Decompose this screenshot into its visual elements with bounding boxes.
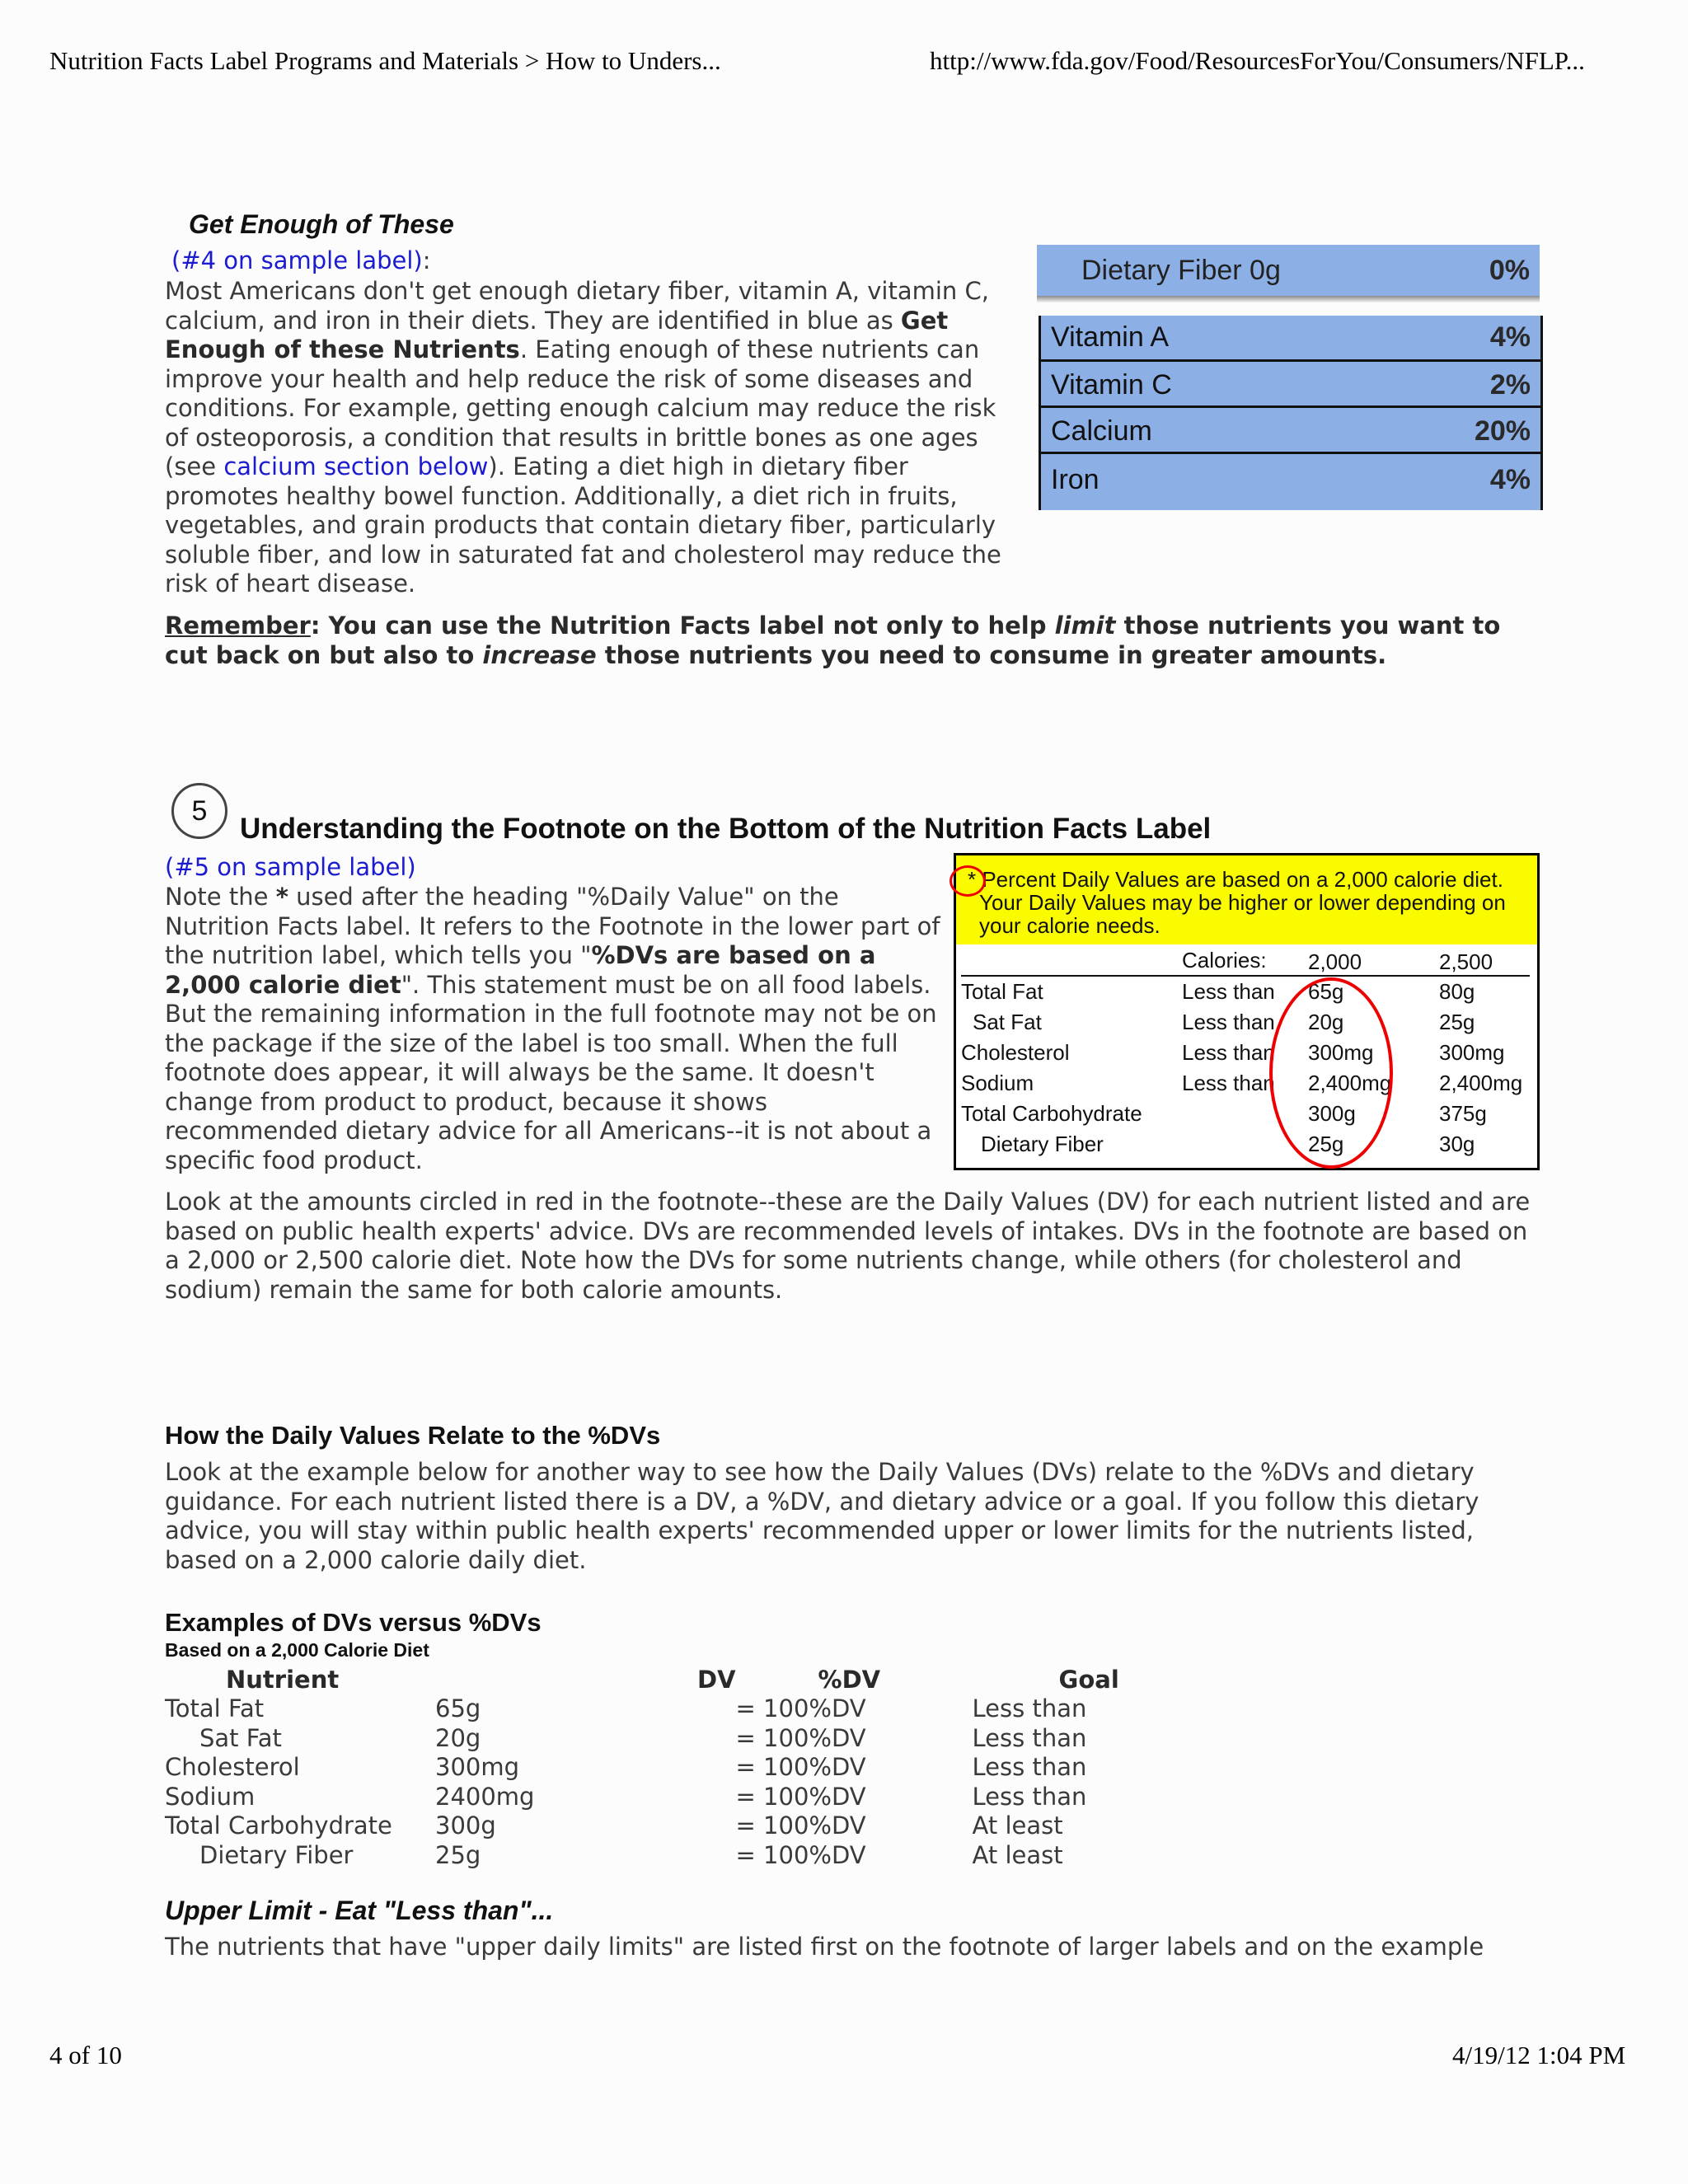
dv-cell-dv: 65g (435, 1694, 481, 1723)
dv-cell-dv: 300mg (435, 1753, 520, 1782)
dv-cell-goal: At least (972, 1811, 1063, 1840)
footnote-nutrient-name: Dietary Fiber (981, 1132, 1104, 1156)
col-goal: Goal (1058, 1665, 1119, 1694)
footnote-condition: Less than (1182, 979, 1275, 1004)
dv-table-row (165, 1811, 1119, 1841)
dv-examples-table (165, 1665, 1119, 1870)
col-pct-dv: %DV (818, 1665, 881, 1694)
upper-limit-paragraph: The nutrients that have "upper daily limits" are listed first on the footnote of larger labels and on the example (165, 1933, 1484, 1961)
footnote-nutrient-name: Cholesterol (961, 1040, 1070, 1065)
footnote-dv-2500: 300mg (1439, 1040, 1505, 1065)
dv-cell-pct: = 100%DV (735, 1694, 866, 1723)
footnote-image (954, 853, 1540, 1170)
footnote-nutrient-name: Total Fat (961, 979, 1043, 1004)
examples-heading: Examples of DVs versus %DVs (165, 1608, 542, 1637)
dv-cell-dv: 20g (435, 1723, 481, 1752)
footnote-dv-2000: 65g (1308, 979, 1344, 1004)
examples-subheading: Based on a 2,000 Calorie Diet (165, 1639, 429, 1661)
print-datetime: 4/19/12 1:04 PM (1452, 2041, 1626, 2069)
upper-limit-heading: Upper Limit - Eat "Less than"... (165, 1896, 554, 1925)
dietary-fiber-row: Dietary Fiber 0g 0% (1037, 245, 1540, 296)
dv-cell-dv: 300g (435, 1811, 496, 1840)
calories-label: Calories: (1182, 948, 1267, 972)
dv-cell-dv: 25g (435, 1840, 481, 1869)
footnote-dv-2000: 300mg (1308, 1040, 1374, 1065)
dv-table-row (165, 1723, 1119, 1753)
dv-cell-nutrient: Dietary Fiber (199, 1840, 354, 1869)
footnote-line-2: Your Daily Values may be higher or lower depending on (979, 890, 1506, 915)
daily-values-red-circle (1269, 977, 1393, 1169)
col-dv: DV (697, 1665, 736, 1694)
footnote-line-3: your calorie needs. (979, 913, 1160, 938)
dv-table-header (165, 1665, 1119, 1694)
footnote-dv-2500: 2,400mg (1439, 1071, 1523, 1095)
section4-paragraph-a: Most Americans don't get enough dietary fiber, vitamin A, vitamin C, calcium, and iron in their diets. They are identified in blue as Get Enough of these Nutrients. Eating enough of these nutrients can improve your health and help reduce the risk of some diseases and conditions. For example, getting enough calcium may reduce the risk of osteoporosis, a condition that results in brittle bones as one ages (see calcium section below). Eating a diet high in dietary fiber promotes healthy bowel function. Additionally, a diet rich in fruits, vegetables, and grain products that contain dietary fiber, particularly soluble fiber, and low in saturated fat and cholesterol may reduce the risk of heart disease. (165, 277, 1001, 598)
footnote-dv-2500: 30g (1439, 1132, 1475, 1156)
footnote-condition: Less than (1182, 1040, 1275, 1065)
footnote-condition: Less than (1182, 1071, 1275, 1095)
dv-table-row (165, 1782, 1119, 1811)
nutrient-label-image (1037, 245, 1540, 512)
asterisk-red-circle (950, 865, 986, 897)
dv-cell-nutrient: Total Carbohydrate (165, 1811, 392, 1840)
nutrient-blue-table (1039, 316, 1543, 510)
dv-cell-pct: = 100%DV (735, 1723, 866, 1752)
dv-cell-dv: 2400mg (435, 1782, 535, 1811)
dv-table-row (165, 1753, 1119, 1783)
dv-cell-pct: = 100%DV (735, 1840, 866, 1869)
nutrient-row-vitamin-c: Vitamin C 2% (1041, 364, 1540, 408)
nutrient-row-calcium: Calcium 20% (1041, 410, 1540, 454)
footnote-nutrient-name: Sodium (961, 1071, 1034, 1095)
dv-cell-pct: = 100%DV (735, 1782, 866, 1811)
dv-cell-nutrient: Total Fat (165, 1694, 265, 1723)
calcium-section-link[interactable]: calcium section below (223, 452, 489, 480)
footnote-condition: Less than (1182, 1010, 1275, 1034)
section-5-number-badge: 5 (171, 783, 227, 839)
dv-cell-nutrient: Cholesterol (165, 1753, 300, 1782)
dv-cell-goal: At least (972, 1840, 1063, 1869)
calories-2500: 2,500 (1439, 949, 1493, 974)
remember-note: Remember: You can use the Nutrition Facts label not only to help limit those nutrients you want to cut back on but also to increase those nutrients you need to consume in greater amounts. (165, 612, 1501, 669)
dv-table-row (165, 1840, 1119, 1870)
page-header-title: Nutrition Facts Label Programs and Materials > How to Unders... (49, 46, 721, 75)
footnote-dv-2000: 25g (1308, 1132, 1344, 1156)
page-number: 4 of 10 (49, 2041, 122, 2069)
calories-2000: 2,000 (1308, 949, 1362, 974)
footnote-nutrient-name: Total Carbohydrate (961, 1101, 1142, 1126)
dv-cell-pct: = 100%DV (735, 1753, 866, 1782)
footnote-dv-2000: 300g (1308, 1101, 1356, 1126)
dv-table-row (165, 1694, 1119, 1724)
dv-relate-heading: How the Daily Values Relate to the %DVs (165, 1421, 661, 1450)
dv-cell-nutrient: Sodium (165, 1782, 256, 1811)
nutrient-row-vitamin-a: Vitamin A 4% (1041, 316, 1540, 362)
dv-relate-paragraph: Look at the example below for another way to see how the Daily Values (DVs) relate to the %DVs and dietary guidance. For each nutrient listed there is a DV, a %DV, and dietary advice or a goal. If you follow this dietary advice, you will stay within public health experts' recommended upper or lower limits for the nutrients listed, based on a 2,000 calorie daily diet. (165, 1458, 1479, 1574)
dv-cell-goal: Less than (972, 1753, 1087, 1782)
footnote-dv-2000: 20g (1308, 1010, 1344, 1034)
footnote-dv-2500: 25g (1439, 1010, 1475, 1034)
footnote-dv-2500: 80g (1439, 979, 1475, 1004)
col-nutrient: Nutrient (226, 1665, 340, 1694)
sample-label-link-4[interactable]: (#4 on sample label) (171, 246, 423, 274)
dv-cell-pct: = 100%DV (735, 1811, 866, 1840)
footnote-dv-2500: 375g (1439, 1101, 1487, 1126)
get-enough-heading: Get Enough of These (189, 209, 454, 239)
sample-label-link-5[interactable]: (#5 on sample label) (165, 853, 416, 881)
dv-cell-goal: Less than (972, 1723, 1087, 1752)
section4-ref: (#4 on sample label): (171, 246, 431, 274)
nutrient-row-iron: Iron 4% (1051, 463, 1531, 495)
dv-cell-nutrient: Sat Fat (199, 1723, 282, 1752)
section5-paragraph-2: Look at the amounts circled in red in the footnote--these are the Daily Values (DV) for each nutrient listed and are based on public health experts' advice. DVs are recommended levels of intakes. DVs in the footnote are based on a 2,000 or 2,500 calorie diet. Note how the DVs for some nutrients change, while others (for cholesterol and sodium) remain the same for both calorie amounts. (165, 1188, 1531, 1304)
footnote-heading: Understanding the Footnote on the Bottom of the Nutrition Facts Label (240, 813, 1212, 845)
footnote-nutrient-name: Sat Fat (973, 1010, 1042, 1034)
dv-cell-goal: Less than (972, 1694, 1087, 1723)
footnote-dv-2000: 2,400mg (1308, 1071, 1392, 1095)
page-header-url: http://www.fda.gov/Food/ResourcesForYou/Consumers/NFLP... (930, 46, 1585, 75)
section5-paragraph: Note the * used after the heading "%Daily Value" on the Nutrition Facts label. It refers to the Footnote in the lower part of the nutrition label, which tells you "%DVs are based on a 2,000 calorie diet". This statement must be on all food labels. But the remaining information in the full footnote may not be on the package if the size of the label is too small. When the full footnote does appear, it will always be the same. It doesn't change from product to product, because it shows recommended dietary advice for all Americans--it is not about a specific food product. (165, 883, 940, 1174)
dv-cell-goal: Less than (972, 1782, 1087, 1811)
footnote-line-1: * Percent Daily Values are based on a 2,000 calorie diet. (968, 867, 1503, 892)
